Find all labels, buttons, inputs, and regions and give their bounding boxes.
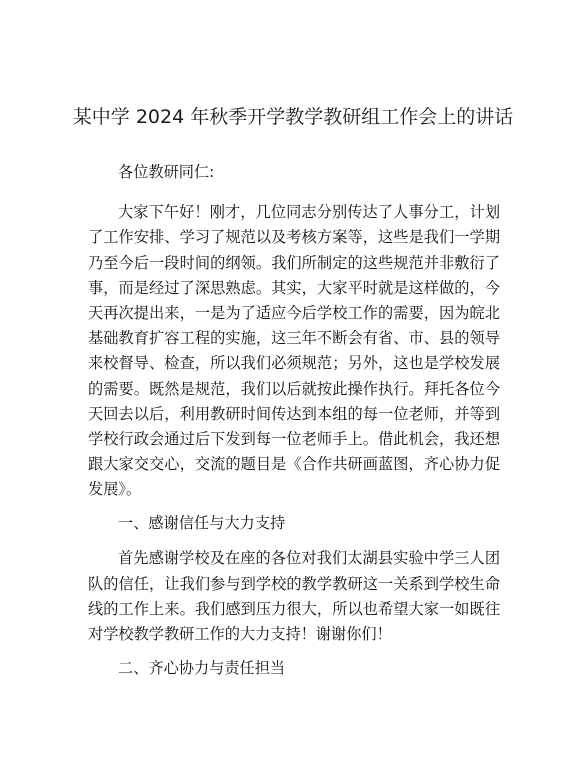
opening-paragraph: 大家下午好！刚才，几位同志分别传达了人事分工，计划了工作安排、学习了规范以及考核方案等，这些是我们一学期乃至今后一段时间的纲领。我们所制定的这些规范并非敷衍了事，而是经过了深思熟虑。其实，大家平时就是这样做的，今天再次提出来，一是为了适应今后学校工作的需要，因为皖北基础教育扩容工程的实施，这三年不断会有省、市、县的领导来校督导、检查，所以我们必须规范；另外，这也是学校发展的需要。既然是规范，我们以后就按此操作执行。拜托各位今天回去以后，利用教研时间传达到本组的每一位老师，并等到学校行政会通过后下发到每一位老师手上。借此机会，我还想跟大家交交心，交流的题目是《合作共研画蓝图，齐心协力促发展》。 bbox=[88, 203, 500, 499]
document-title: 某中学 2024 年秋季开学教学教研组工作会上的讲话 bbox=[72, 106, 514, 128]
document-body bbox=[88, 160, 500, 691]
section-heading-2: 二、齐心协力与责任担当 bbox=[118, 658, 286, 677]
section-heading-1: 一、感谢信任与大力支持 bbox=[118, 514, 286, 533]
salutation: 各位教研同仁: bbox=[118, 163, 215, 181]
section-paragraph-1: 首先感谢学校及在座的各位对我们太湖县实验中学三人团队的信任，让我们参与到学校的教学教研这一关系到学校生命线的工作上来。我们感到压力很大，所以也希望大家一如既往对学校教学教研工作的大力支持！谢谢你们！ bbox=[88, 549, 500, 643]
